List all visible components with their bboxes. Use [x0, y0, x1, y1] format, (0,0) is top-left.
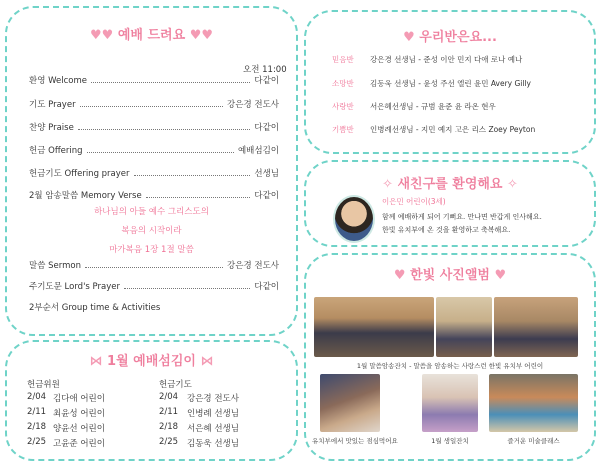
verse-line-1: 하나님의 아들 예수 그리스도의: [94, 207, 209, 217]
welcome-line-2: 한빛 유치부에 온 것을 환영하고 축복해요.: [382, 226, 511, 234]
server-name: 양윤선 어린이: [53, 424, 105, 434]
worship-order-title: 예배 드려요: [117, 28, 186, 43]
order-item-who: 다같이: [254, 282, 279, 292]
dotted-leader: [80, 106, 223, 107]
photo-art-class: [489, 374, 578, 432]
new-friend-photo: [333, 195, 375, 243]
class-name: 믿음반: [332, 55, 354, 64]
server-name: 고윤준 어린이: [53, 439, 105, 449]
welcome-title-row: [306, 173, 594, 192]
server-date: 2/11: [27, 407, 47, 417]
order-last-item: 2부순서 Group time & Activities: [29, 303, 161, 313]
prayer-name: 김동욱 선생님: [187, 439, 239, 449]
class-name: 소망반: [332, 79, 354, 88]
sparkle-icon: ✧: [507, 177, 518, 192]
order-item-label: 기도 Prayer: [29, 100, 76, 110]
classes-title: 우리반은요...: [419, 30, 497, 45]
order-item-label: 찬양 Praise: [29, 123, 74, 133]
dotted-leader: [91, 82, 250, 83]
order-item-label: 말씀 Sermon: [29, 261, 81, 271]
heart-icon: ♥: [494, 268, 507, 283]
welcome-line-1: 함께 예배하게 되어 기뻐요. 만나면 반갑게 인사해요.: [382, 213, 542, 221]
prayer-name: 서은혜 선생님: [187, 424, 239, 434]
server-name: 김다애 어린이: [53, 394, 105, 404]
new-friend-name: 이은민 어린이(3세): [382, 197, 446, 206]
heart-icon: ♥: [393, 268, 406, 283]
photo-birthday: [422, 374, 478, 432]
order-item-who: 다같이: [254, 191, 279, 201]
order-item-label: 2월 암송말씀 Memory Verse: [29, 191, 142, 201]
prayer-date: 2/04: [159, 392, 179, 402]
classes-title-row: [306, 26, 594, 45]
bow-icon: ⋈: [89, 354, 103, 369]
class-name: 기쁨반: [332, 125, 354, 134]
album-title-row: [306, 264, 594, 283]
class-members: 인병례선생님 - 지민 예지 고은 리스 Zoey Peyton: [370, 125, 536, 134]
sparkle-icon: ✧: [382, 177, 393, 192]
server-date: 2/25: [27, 437, 47, 447]
class-name: 사랑반: [332, 102, 354, 111]
server-date: 2/18: [27, 422, 47, 432]
offering-committee-heading: 헌금위원: [27, 380, 60, 390]
album-panel: [304, 253, 596, 461]
verse-line-3: 마가복음 1장 1절 말씀: [109, 245, 194, 255]
caption-lunch: 유치부에서 맛있는 점심먹어요: [312, 437, 398, 445]
order-item-label: 헌금기도 Offering prayer: [29, 169, 130, 179]
classes-panel: [304, 10, 596, 154]
worship-order-title-row: [7, 24, 296, 43]
verse-line-2: 복음의 시작이라: [121, 226, 182, 236]
class-members: 김동욱 선생님 - 윤성 주선 엘린 윤민 Avery Gilly: [370, 79, 531, 88]
bow-icon: ⋈: [200, 354, 214, 369]
dotted-leader: [78, 129, 250, 130]
servers-title: 1월 예배섬김이: [107, 354, 196, 369]
offering-prayer-heading: 헌금기도: [159, 380, 192, 390]
worship-order-panel: [5, 6, 298, 336]
photo-memory-verse-contest: [314, 297, 434, 357]
order-item-who: 강은경 전도사: [227, 100, 279, 110]
order-item-who: 예배섬김이: [237, 146, 279, 156]
prayer-name: 인병례 선생님: [187, 409, 239, 419]
dotted-leader: [85, 267, 223, 268]
dotted-leader: [134, 175, 250, 176]
caption-birthday: 1월 생일잔치: [431, 437, 469, 445]
order-item-who: 강은경 전도사: [227, 261, 279, 271]
dotted-leader: [124, 288, 250, 289]
prayer-date: 2/18: [159, 422, 179, 432]
album-title: 한빛 사진앨범: [410, 268, 490, 283]
prayer-date: 2/11: [159, 407, 179, 417]
photo-lunch: [320, 374, 380, 432]
order-item-label: 헌금 Offering: [29, 146, 83, 156]
dotted-leader: [87, 152, 234, 153]
order-item-who: 다같이: [254, 123, 279, 133]
heart-icon: ♥♥: [89, 28, 114, 43]
class-members: 강은경 선생님 - 준성 이안 민지 다애 로나 예나: [370, 55, 523, 64]
welcome-panel: [304, 160, 596, 247]
prayer-name: 강은경 전도사: [187, 394, 239, 404]
heart-icon: ♥♥: [189, 28, 213, 43]
class-members: 서은혜선생님 - 규범 윤준 윤 라온 현우: [370, 102, 496, 111]
welcome-title: 새친구를 환영해요: [397, 177, 503, 192]
server-date: 2/04: [27, 392, 47, 402]
prayer-date: 2/25: [159, 437, 179, 447]
servers-title-row: [7, 350, 296, 369]
photo-group-kids: [436, 297, 492, 357]
heart-icon: ♥: [403, 30, 415, 45]
dotted-leader: [146, 197, 250, 198]
caption-memory-verse: 1월 말씀암송잔치 - 말씀을 암송하는 사랑스런 한빛 유치부 어린이: [356, 362, 544, 370]
worship-time: 오전 11:00: [243, 65, 287, 75]
order-item-who: 다같이: [254, 76, 279, 86]
server-name: 최윤성 어린이: [53, 409, 105, 419]
order-item-label: 주기도문 Lord's Prayer: [29, 282, 120, 292]
caption-art-class: 즐거운 미술클래스: [507, 437, 560, 445]
order-item-who: 선생님: [254, 169, 279, 179]
order-item-label: 환영 Welcome: [29, 76, 88, 86]
photo-kids-line: [494, 297, 578, 357]
servers-panel: [5, 340, 298, 461]
